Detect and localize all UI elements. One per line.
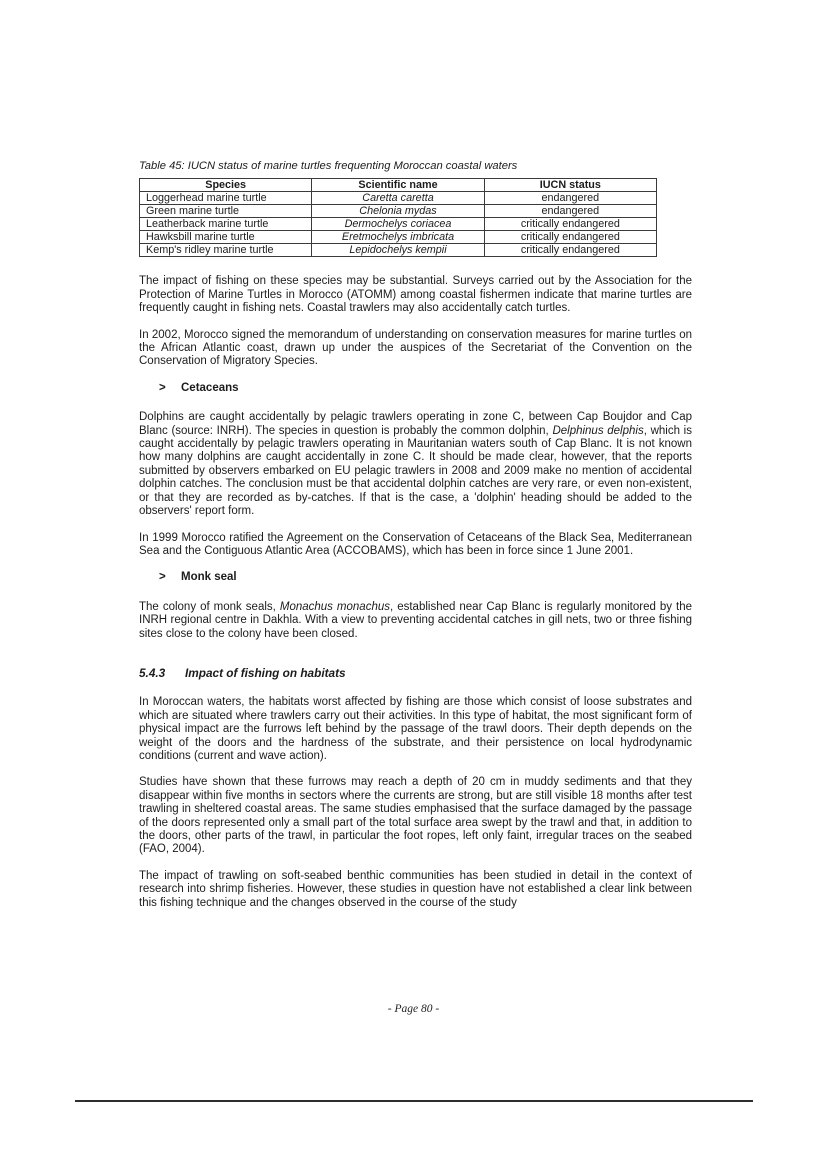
scientific-name-cell: Eretmochelys imbricata <box>312 231 484 244</box>
bullet-subheading <box>159 571 692 584</box>
iucn-table-body <box>140 192 657 257</box>
table-row <box>140 244 657 257</box>
species-name-italic: Delphinus delphis <box>552 424 644 437</box>
section-heading <box>139 667 692 680</box>
iucn-status-table <box>139 178 657 257</box>
subheading-label: Cetaceans <box>181 381 239 394</box>
paragraph-text: The impact of trawling on soft-seabed benthic communities has been studied in detail in the context of research into shrimp fisheries. However, these studies in question have not established a clear link between this fishing technique and the changes observed in the course of the study <box>139 869 692 909</box>
paragraph-text: Dolphins are caught accidentally by pelagic trawlers operating in zone C, between Cap Boujdor and Cap Blanc (source: INRH). The species in question is probably the common dolphin, <box>139 411 692 437</box>
bullet-subheading <box>159 382 692 395</box>
table-row <box>140 205 657 218</box>
paragraph-text: , established near Cap Blanc is regularly monitored by the INRH regional centre in Dakhla. With a view to preventing accidental catches in gill nets, two or three fishing sites close to the colony have been closed. <box>139 600 693 640</box>
paragraph <box>139 696 692 763</box>
paragraph-text: , which is caught accidentally by pelagic trawlers operating in Mauritanian waters south of Cap Blanc. It is not known how many dolphins are caught accidentally in zone C. It should be made clear, however, that the reports submitted by observers embarked on EU pelagic trawlers in 2008 and 2009 make no mention of accidental dolphin catches. The conclusion must be that accidental dolphin catches are very rare, or even non-existent, or that they are recorded as by-catches. If that is the case, a 'dolphin' heading should be added to the observers' report form. <box>139 424 692 518</box>
document-body <box>139 275 692 910</box>
iucn-status-cell: endangered <box>484 192 656 205</box>
iucn-status-cell: endangered <box>484 205 656 218</box>
iucn-table-head-row <box>140 179 657 192</box>
species-cell: Green marine turtle <box>140 205 312 218</box>
species-cell: Loggerhead marine turtle <box>140 192 312 205</box>
paragraph <box>139 329 692 369</box>
paragraph-text: In Moroccan waters, the habitats worst affected by fishing are those which consist of loose substrates and which are situated where trawlers carry out their activities. In this type of habitat, the most significant form of physical impact are the furrows left behind by the passage of the trawl doors. Their depth depends on the weight of the doors and the hardness of the substrate, and their persistence on local hydrodynamic conditions (current and wave action). <box>139 696 692 762</box>
scientific-name-cell: Chelonia mydas <box>312 205 484 218</box>
page-number: - Page 80 - <box>387 1003 440 1015</box>
iucn-status-cell: critically endangered <box>484 231 656 244</box>
paragraph <box>139 411 692 518</box>
scientific-name-cell: Caretta caretta <box>312 192 484 205</box>
species-cell: Leatherback marine turtle <box>140 218 312 231</box>
subheading-label: Monk seal <box>181 571 237 584</box>
table-row <box>140 218 657 231</box>
document-content <box>139 160 692 923</box>
iucn-status-cell: critically endangered <box>484 218 656 231</box>
scientific-name-cell: Lepidochelys kempii <box>312 244 484 257</box>
arrow-bullet-icon: > <box>159 381 166 394</box>
section-title: Impact of fishing on habitats <box>185 665 346 680</box>
footer-divider <box>75 1100 753 1102</box>
paragraph-text: Studies have shown that these furrows may reach a depth of 20 cm in muddy sediments and that they disappear within five months in sectors where the currents are strong, but are still visible 18 months after test trawling in sheltered coastal areas. The same studies emphasised that the surface damaged by the passage of the doors represented only a small part of the total surface area swept by the trawl and that, in addition to the doors, other parts of the trawl, in particular the foot ropes, left only faint, irregular traces on the seabed (FAO, 2004). <box>139 776 692 856</box>
iucn-status-cell: critically endangered <box>484 244 656 257</box>
paragraph <box>139 870 692 910</box>
arrow-bullet-icon: > <box>159 571 166 584</box>
table-row <box>140 192 657 205</box>
paragraph <box>139 532 692 559</box>
paragraph <box>139 776 692 856</box>
paragraph-text: In 2002, Morocco signed the memorandum of understanding on conservation measures for marine turtles on the African Atlantic coast, drawn up under the auspices of the Secretariat of the Convention on the Conservation of Migratory Species. <box>139 328 692 368</box>
scientific-name-cell: Dermochelys coriacea <box>312 218 484 231</box>
paragraph <box>139 601 692 641</box>
paragraph <box>139 275 692 315</box>
table-row <box>140 231 657 244</box>
paragraph-text: In 1999 Morocco ratified the Agreement on the Conservation of Cetaceans of the Black Sea, Mediterranean Sea and the Contiguous Atlantic Area (ACCOBAMS), which has been in force since 1 June 2001. <box>139 531 692 557</box>
species-cell: Kemp's ridley marine turtle <box>140 244 312 257</box>
species-column-header: Species <box>140 179 312 192</box>
section-number: 5.4.3 <box>139 665 166 680</box>
table-caption: Table 45: IUCN status of marine turtles frequenting Moroccan coastal waters <box>139 160 518 172</box>
iucn-status-column-header: IUCN status <box>484 179 656 192</box>
paragraph-text: The colony of monk seals, <box>139 600 280 613</box>
paragraph-text: The impact of fishing on these species may be substantial. Surveys carried out by the Association for the Protection of Marine Turtles in Morocco (ATOMM) among coastal fishermen indicate that marine turtles are frequently caught in fishing nets. Coastal trawlers may also accidentally catch turtles. <box>139 275 692 315</box>
scientific-name-column-header: Scientific name <box>312 179 484 192</box>
species-cell: Hawksbill marine turtle <box>140 231 312 244</box>
species-name-italic: Monachus monachus <box>279 600 390 613</box>
